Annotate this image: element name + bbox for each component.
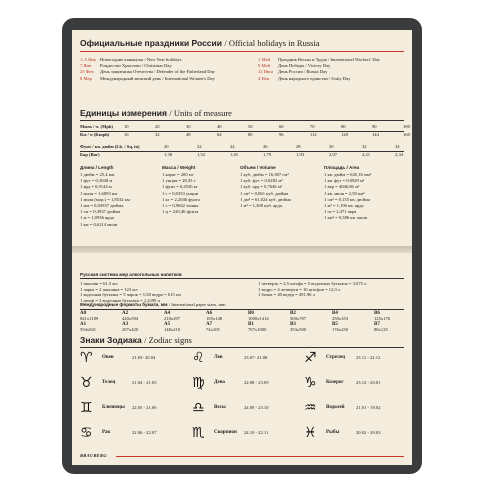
speed-cell: 48 (186, 132, 191, 137)
pressure-cell: 2,21 (362, 152, 371, 157)
holiday-date: 12 Июн (258, 69, 273, 75)
alcohol-measure: 1 чарка = 2 шкалика = 123 мл (80, 286, 138, 292)
paper-format-size: 1000x1414 (248, 316, 269, 321)
zodiac-name: Телец (102, 380, 116, 385)
zodiac-name: Рак (102, 430, 111, 435)
unit-conversion: 1 га = 2,471 акра (324, 209, 357, 215)
speed-cell: 80 (341, 124, 346, 129)
holiday-name: Праздник Весны и Труда / International Workers' Day (278, 57, 381, 62)
holiday-date: 23 Фев (80, 69, 94, 75)
paper-divider (80, 309, 404, 310)
unit-conversion: 1 км² = 0,386 кв. мили (324, 215, 368, 221)
unit-conversion: 1 г = 0,0353 унции (162, 190, 199, 196)
paper-format-name: A4 (164, 311, 171, 316)
zodiac-divider (80, 347, 404, 348)
zodiac-dates: 21.04 - 21.05 (132, 380, 157, 385)
unit-conversion: 1 куб. ярд = 0,7646 м³ (240, 184, 283, 190)
paper-format-size: 88x125 (374, 327, 388, 332)
unit-conversion: 1 унция = 28,35 г (162, 178, 196, 184)
unit-column-title: Масса / Weight (162, 165, 196, 170)
holidays-divider (80, 51, 404, 52)
zodiac-symbol-icon: ♏ (192, 425, 205, 441)
zodiac-symbol-icon: ♍ (192, 375, 205, 391)
holidays-title-en: / Official holidays in Russia (224, 38, 320, 48)
alcohol-measure: 1 штоф = 2 водочные бутылки = 1,2299 л (80, 297, 160, 303)
holiday-date: 7 Янв (80, 63, 92, 69)
speed-row-label: Миль / ч. (Mph) (80, 124, 113, 129)
speed-cell: 60 (279, 124, 284, 129)
zodiac-dates: 20.02 - 20.03 (356, 430, 381, 435)
alcohol-measure: 1 четверть = 2,5 штофа = 5 водочных бутылок = 3,075 л (258, 281, 367, 286)
zodiac-symbol-icon: ♑ (304, 375, 317, 391)
zodiac-dates: 21.01 - 19.02 (356, 405, 381, 410)
speed-cell: 90 (372, 124, 377, 129)
unit-conversion: 1 кв. дюйм = 645,16 мм² (324, 172, 372, 177)
units-heading (80, 108, 232, 118)
paper-format-name: A5 (164, 322, 171, 327)
unit-conversion: 1 м³ = 1,308 куб. ярда (240, 203, 282, 208)
zodiac-name: Лев (214, 355, 223, 360)
pressure-row-label: Бар (Bar) (80, 152, 100, 157)
footer-divider (116, 456, 404, 457)
units-title-en: / Units of measure (169, 108, 232, 118)
zodiac-heading (80, 335, 192, 345)
zodiac-name: Козерог (326, 380, 344, 385)
pressure-row-divider (80, 151, 404, 152)
paper-format-name: B2 (290, 311, 296, 316)
paper-format-name: B7 (374, 322, 380, 327)
speed-cell: 112 (310, 132, 317, 137)
zodiac-dates: 22.06 - 22.07 (132, 430, 157, 435)
units-title-ru: Единицы измерения (80, 108, 167, 118)
zodiac-dates: 23.07- 21.08 (244, 355, 268, 360)
holiday-name: День народного единства / Unity Day (278, 75, 351, 81)
paper-format-name: B4 (332, 311, 338, 316)
speed-cell: 30 (186, 124, 191, 129)
speed-cell: 100 (403, 124, 410, 129)
zodiac-symbol-icon: ♊ (80, 400, 93, 416)
unit-conversion: 1 м² = 1,196 кв. ярда (324, 203, 364, 208)
unit-conversion: 1 кв. фут = 0,0929 м² (324, 178, 365, 184)
paper-format-size: 420x594 (122, 316, 139, 321)
zodiac-dates: 22.05 - 21.06 (132, 405, 157, 410)
brand-logo: BRAUBERG (80, 453, 107, 458)
unit-conversion: 1 ц = 220,46 фунта (162, 209, 199, 215)
paper-format-size: 148x210 (164, 327, 181, 332)
paper-format-size: 105x148 (206, 316, 223, 321)
alcohol-divider (80, 278, 404, 279)
holiday-name: Рождество Христово / Christmas Day (100, 63, 172, 69)
zodiac-symbol-icon: ♓ (304, 425, 317, 441)
speed-row-divider (80, 131, 404, 132)
pressure-cell: 28 (296, 144, 301, 149)
unit-conversion: 1 миля = 1,6093 км (80, 190, 118, 196)
speed-cell: 80 (248, 132, 253, 137)
zodiac-name: Рыбы (326, 430, 340, 435)
pressure-cell: 2,34 (395, 152, 404, 157)
pressure-cell: 22 (197, 144, 202, 149)
pressure-cell: 2,07 (329, 152, 338, 157)
alcohol-title: Русская система мер алкогольных напитков (80, 272, 182, 277)
speed-cell: 96 (279, 132, 284, 137)
pressure-cell: 1,65 (230, 152, 239, 157)
paper-format-name: B3 (290, 322, 296, 327)
zodiac-dates: 24.10 - 22.11 (244, 430, 269, 435)
unit-conversion: 1 км = 0,6214 мили (80, 221, 118, 227)
pressure-cell: 32 (362, 144, 367, 149)
unit-conversion: 1 карат = 200 мг (162, 172, 194, 177)
zodiac-symbol-icon: ♋ (80, 425, 93, 441)
speed-cell: 40 (217, 124, 222, 129)
pressure-cell: 1,93 (296, 152, 305, 157)
reference-page-top (72, 30, 412, 247)
alcohol-measure: 1 шкалик = 61,5 мл (80, 281, 118, 286)
zodiac-symbol-icon: ♐ (304, 350, 317, 366)
unit-conversion: 1 т = 0,9842 тонны (162, 203, 199, 208)
pressure-cell: 20 (164, 144, 169, 149)
pressure-cell: 26 (263, 144, 268, 149)
paper-format-name: A1 (80, 322, 87, 327)
pressure-cell: 24 (230, 144, 235, 149)
speed-cell: 64 (217, 132, 222, 137)
unit-column-title: Площадь / Area (324, 165, 360, 170)
paper-format-size: 125x176 (374, 316, 391, 321)
zodiac-name: Дева (214, 380, 225, 385)
paper-format-size: 594x841 (80, 327, 97, 332)
zodiac-symbol-icon: ♎ (192, 400, 205, 416)
alcohol-measure: 1 бочка = 40 ведер = 491,96 л (258, 292, 315, 298)
speed-cell: 160 (403, 132, 410, 137)
paper-format-size: 353x500 (290, 327, 307, 332)
holiday-date: 1 Май (258, 57, 271, 62)
holiday-name: День России / Russia Day (278, 69, 328, 75)
reference-page-bottom (72, 253, 412, 465)
speed-cell: 128 (341, 132, 348, 137)
speed-cell: 50 (248, 124, 253, 129)
paper-format-size: 841x1189 (80, 316, 99, 321)
unit-conversion: 1 кг = 2,2046 фунта (162, 196, 200, 202)
zodiac-symbol-icon: ♒ (304, 400, 317, 416)
pressure-cell: 1,38 (164, 152, 173, 157)
zodiac-symbol-icon: ♉ (80, 375, 93, 391)
unit-conversion: 1 куб. фут = 0,0283 м³ (240, 178, 283, 184)
speed-cell: 144 (372, 132, 379, 137)
alcohol-measure: 1 водочная бутылка = 5 чарок = 1/20 ведра = 615 мл (80, 292, 182, 298)
zodiac-dates: 23.11 - 22.12 (356, 355, 381, 360)
paper-format-name: B0 (248, 311, 254, 316)
holiday-date: 9 Май (258, 63, 271, 69)
paper-heading (80, 302, 226, 307)
paper-format-name: A6 (206, 311, 213, 316)
pressure-cell: 1,52 (197, 152, 206, 157)
zodiac-title-ru: Знаки Зодиака (80, 335, 142, 345)
unit-conversion: 1 дюйм = 25,4 мм (80, 172, 115, 177)
holiday-date: 4 Ноя (258, 75, 270, 81)
unit-column-title: Объем / Volume (240, 165, 276, 170)
paper-format-name: B6 (374, 311, 380, 316)
paper-format-name: A3 (122, 322, 129, 327)
units-divider (80, 120, 404, 121)
unit-conversion: 1 см² = 0,155 кв. дюйма (324, 196, 370, 202)
unit-conversion: 1 ярд = 0,9144 м (80, 184, 112, 190)
speed-row-label: Км / ч (Kmph) (80, 132, 110, 137)
paper-format-name: A0 (80, 311, 87, 316)
zodiac-dates: 23.12 - 20.01 (356, 380, 381, 385)
holiday-name: День защитника Отечества / Defender of the Fatherland Day (100, 69, 215, 75)
unit-conversion: 1 дм³ = 61,024 куб. дюйма (240, 196, 291, 202)
holiday-name: Новогодние каникулы / New Year holidays (100, 57, 182, 62)
holidays-heading (80, 38, 320, 48)
zodiac-name: Водолей (326, 405, 345, 410)
zodiac-dates: 21.03- 20.04 (132, 355, 156, 360)
unit-conversion: 1 миля (мор.) = 1,8532 км (80, 196, 130, 202)
speed-cell: 10 (124, 124, 129, 129)
zodiac-name: Весы (214, 405, 226, 410)
paper-format-size: 74x105 (206, 327, 220, 332)
zodiac-name: Близнецы (102, 405, 125, 410)
paper-format-size: 297x420 (122, 327, 139, 332)
zodiac-name: Скорпион (214, 430, 237, 435)
unit-column-title: Длина / Length (80, 165, 114, 170)
alcohol-measure: 1 ведро = 4 четверти = 10 штофов = 12,3 л (258, 286, 341, 292)
paper-title-en: / International paper sizes, mm (168, 302, 226, 307)
pressure-cell: 34 (395, 144, 400, 149)
zodiac-dates: 22.08 - 23.09 (244, 380, 269, 385)
unit-conversion: 1 мм = 0,03937 дюйма (80, 203, 124, 208)
paper-format-size: 176x250 (332, 327, 349, 332)
unit-conversion: 1 кв. миля = 2,59 км² (324, 190, 365, 196)
unit-conversion: 1 см³ = 0,061 куб. дюйма (240, 190, 289, 196)
holiday-date: 8 Мар (80, 75, 92, 81)
holiday-name: День Победы / Victory Day (278, 63, 331, 69)
speed-cell: 16 (124, 132, 129, 137)
paper-format-size: 500x707 (290, 316, 307, 321)
holiday-name: Международный женский день / International Women's Day (100, 75, 215, 81)
zodiac-name: Овен (102, 355, 114, 360)
paper-format-size: 250x353 (332, 316, 349, 321)
speed-cell: 70 (310, 124, 315, 129)
paper-format-name: A7 (206, 322, 213, 327)
paper-title-ru: Международные форматы бумаги, мм (80, 302, 168, 307)
unit-conversion: 1 см = 0,3937 дюйма (80, 209, 121, 215)
paper-format-name: B5 (332, 322, 338, 327)
zodiac-title-en: / Zodiac signs (144, 335, 192, 345)
zodiac-name: Стрелец (326, 355, 345, 360)
pressure-row-label: Фунт / кв. дюйм (Lb. / Sq. in) (80, 144, 140, 149)
paper-format-name: A2 (122, 311, 129, 316)
zodiac-dates: 24.09 - 23.10 (244, 405, 269, 410)
paper-format-name: B1 (248, 322, 254, 327)
pressure-cell: 30 (329, 144, 334, 149)
holidays-title-ru: Официальные праздники России (80, 38, 222, 48)
zodiac-symbol-icon: ♈ (80, 350, 93, 366)
unit-conversion: 1 фут = 0,3048 м (80, 178, 113, 184)
speed-cell: 20 (155, 124, 160, 129)
paper-format-size: 707x1000 (248, 327, 267, 332)
zodiac-symbol-icon: ♌ (192, 350, 205, 366)
unit-conversion: 1 м = 1,0936 ярда (80, 215, 114, 221)
speed-cell: 32 (155, 132, 160, 137)
paper-format-size: 210x297 (164, 316, 181, 321)
unit-conversion: 1 акр = 4046,86 м² (324, 184, 360, 190)
pressure-cell: 1,79 (263, 152, 272, 157)
holiday-date: 1–5 Янв (80, 57, 96, 62)
unit-conversion: 1 куб. дюйм = 16,387 см³ (240, 172, 289, 177)
unit-conversion: 1 фунт = 0,4536 кг (162, 184, 198, 190)
